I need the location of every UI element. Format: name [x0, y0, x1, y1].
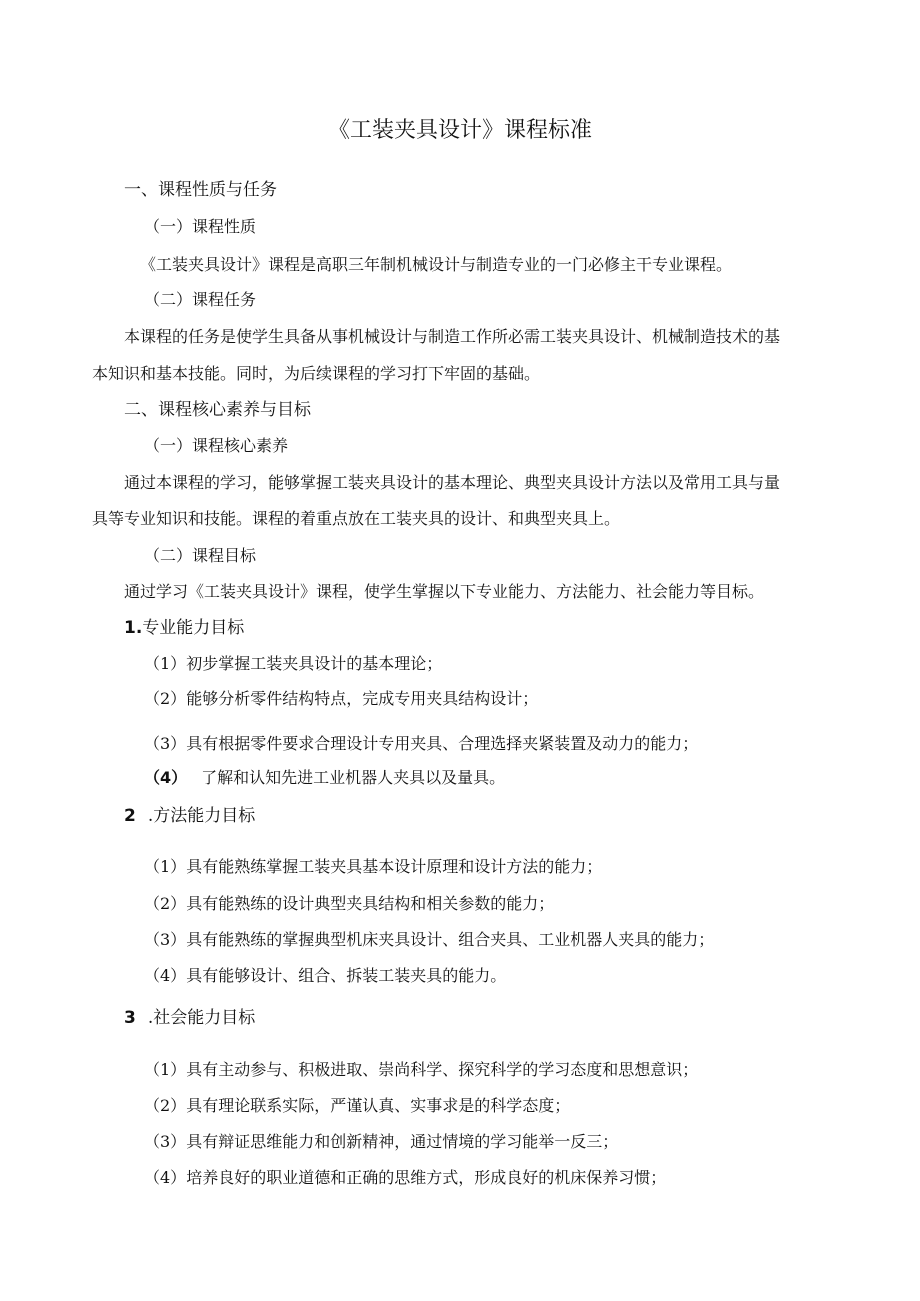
goal-3-item	[144, 1096, 570, 1116]
goal-3-item-text: 具有主动参与、积极进取、崇尚科学、探究科学的学习态度和思想意识；	[186, 1060, 699, 1079]
goal-2-item-number: （4）	[144, 966, 187, 985]
goal-1-heading	[124, 618, 244, 638]
goal-3-item	[144, 1060, 698, 1080]
section-2-heading: 二、课程核心素养与目标	[124, 400, 311, 420]
goal-3-item-number: （4）	[144, 1168, 187, 1187]
goal-1-item-text: 初步掌握工装夹具设计的基本理论；	[186, 654, 443, 673]
goal-2-item	[144, 857, 602, 877]
goal-1-item-number: （1）	[144, 654, 187, 673]
section-1-sub-1-text: 《工装夹具设计》课程是高职三年制机械设计与制造专业的一门必修主干专业课程。	[140, 255, 733, 274]
goal-2-item	[144, 894, 554, 914]
goal-3-item-number: （1）	[144, 1060, 187, 1079]
goal-2-item-text: 具有能熟练掌握工装夹具基本设计原理和设计方法的能力；	[186, 857, 603, 876]
goal-3-heading	[124, 1008, 255, 1028]
goal-2-item-number: （3）	[144, 930, 187, 949]
goal-3-item	[144, 1168, 666, 1188]
section-1-sub-2-text-line-2: 本知识和基本技能。同时，为后续课程的学习打下牢固的基础。	[92, 364, 541, 383]
goal-1-number: 1.	[124, 618, 143, 638]
goal-1-item-text: 具有根据零件要求合理设计专用夹具、合理选择夹紧装置及动力的能力；	[186, 734, 699, 753]
goal-3-item-text: 具有理论联系实际，严谨认真、实事求是的科学态度；	[186, 1096, 571, 1115]
goal-1-item	[144, 734, 698, 754]
section-1-sub-2-text-line-1: 本课程的任务是使学生具备从事机械设计与制造工作所必需工装夹具设计、机械制造技术的基	[124, 327, 781, 346]
section-1-sub-2-heading: （二）课程任务	[144, 290, 257, 309]
goal-3-number: 3	[124, 1008, 136, 1028]
goal-2-item-number: （1）	[144, 857, 187, 876]
goal-3-item-text: 培养良好的职业道德和正确的思维方式，形成良好的机床保养习惯；	[186, 1168, 667, 1187]
goal-2-item-text: 具有能熟练的设计典型夹具结构和相关参数的能力；	[186, 894, 555, 913]
section-1-sub-1-heading: （一）课程性质	[144, 217, 257, 236]
goal-3-item	[144, 1132, 618, 1152]
section-2-sub-2-heading: （二）课程目标	[144, 546, 257, 565]
goal-1-item-number: （2）	[144, 689, 187, 708]
goal-1-item	[144, 689, 538, 709]
goal-2-item	[144, 930, 714, 950]
goal-2-item-text: 具有能熟练的掌握典型机床夹具设计、组合夹具、工业机器人夹具的能力；	[186, 930, 715, 949]
page-title: 《工装夹具设计》课程标准	[327, 118, 592, 143]
goal-3-item-number: （2）	[144, 1096, 187, 1115]
section-2-sub-1-text-line-1: 通过本课程的学习，能够掌握工装夹具设计的基本理论、典型夹具设计方法以及常用工具与量	[124, 473, 781, 492]
goal-2-heading	[124, 806, 255, 826]
goal-2-number: 2	[124, 806, 136, 826]
goal-1-item	[144, 654, 442, 674]
goal-2-item	[144, 966, 506, 986]
goal-3-item-text: 具有辩证思维能力和创新精神，通过情境的学习能举一反三；	[186, 1132, 619, 1151]
goal-1-label: 专业能力目标	[142, 618, 245, 638]
goal-1-item-number: （4）	[144, 768, 188, 787]
goal-1-item-text: 能够分析零件结构特点，完成专用夹具结构设计；	[186, 689, 539, 708]
goal-2-item-number: （2）	[144, 894, 187, 913]
goal-1-item-number: （3）	[144, 734, 187, 753]
goal-1-item	[144, 768, 505, 788]
goal-2-item-text: 具有能够设计、组合、拆装工装夹具的能力。	[186, 966, 507, 985]
section-2-sub-1-text-line-2: 具等专业知识和技能。课程的着重点放在工装夹具的设计、和典型夹具上。	[92, 509, 621, 528]
section-1-heading: 一、课程性质与任务	[124, 180, 277, 200]
goal-3-label: .社会能力目标	[147, 1008, 256, 1028]
section-2-sub-2-text: 通过学习《工装夹具设计》课程，使学生掌握以下专业能力、方法能力、社会能力等目标。	[124, 582, 765, 601]
goal-2-label: .方法能力目标	[147, 806, 256, 826]
section-2-sub-1-heading: （一）课程核心素养	[144, 436, 289, 455]
goal-3-item-number: （3）	[144, 1132, 187, 1151]
goal-1-item-text: 了解和认知先进工业机器人夹具以及量具。	[201, 768, 506, 787]
